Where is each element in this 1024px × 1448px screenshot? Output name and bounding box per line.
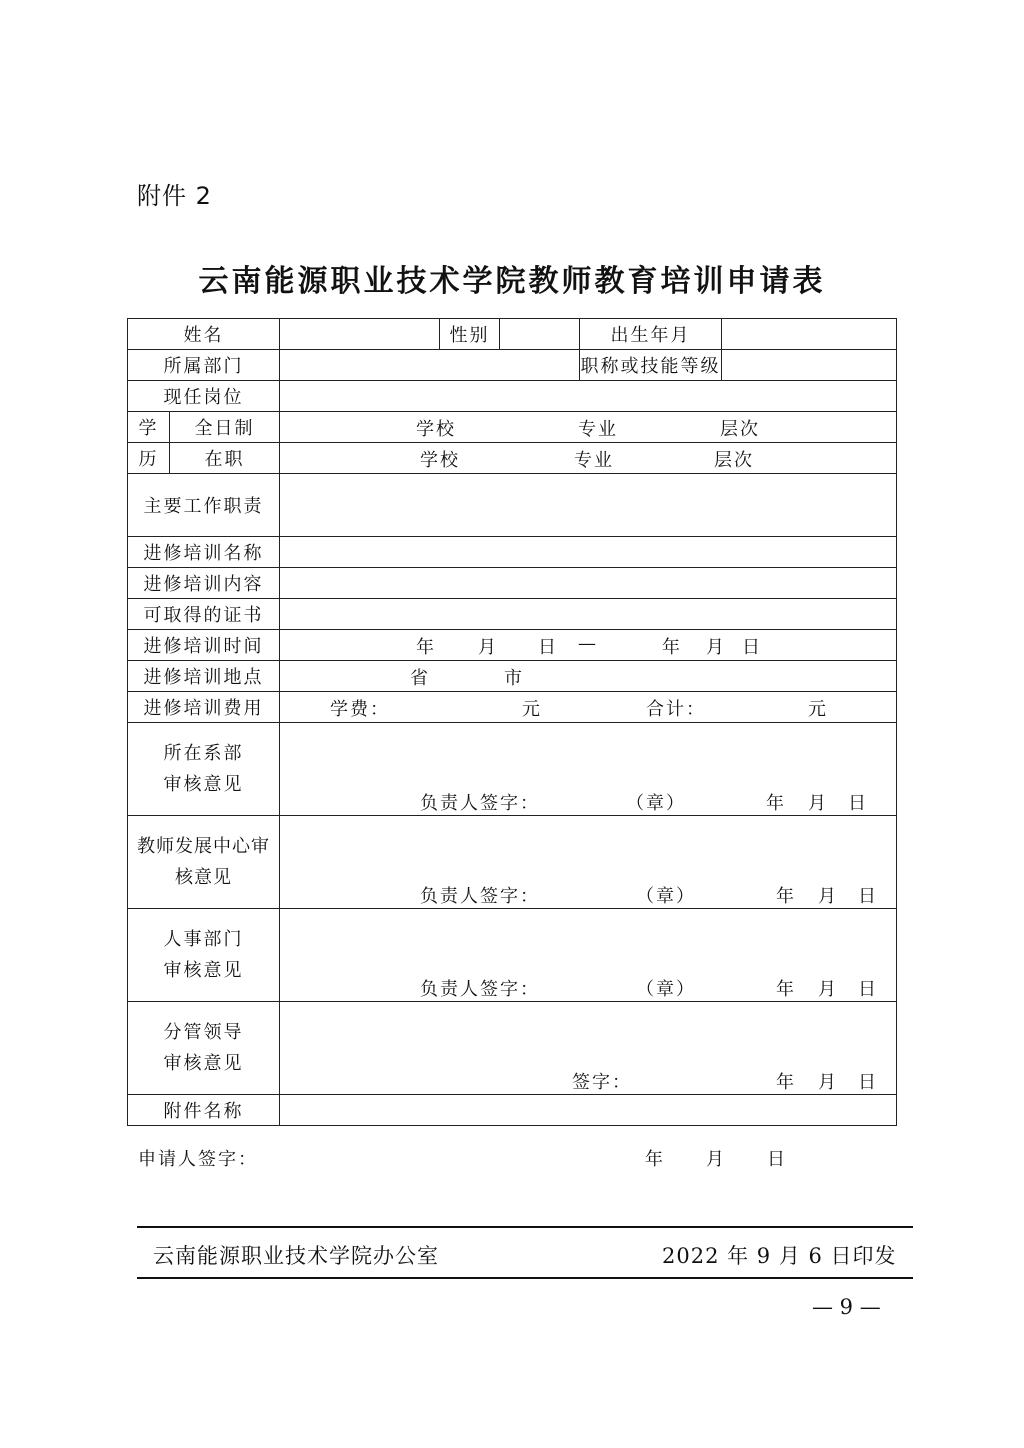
- training-place-field[interactable]: [280, 661, 897, 692]
- training-content-field[interactable]: [280, 568, 897, 599]
- time-start-month: 月: [478, 637, 498, 658]
- training-place-label: 进修培训地点: [128, 661, 280, 692]
- time-end-year: 年: [662, 637, 682, 658]
- dept-review-label-line1: 所在系部: [163, 743, 244, 764]
- dept-review-year: 年: [766, 793, 786, 814]
- row-training-time: [128, 630, 897, 661]
- inservice-level-label: 层次: [714, 450, 754, 471]
- applicant-sign-label: 申请人签字：: [138, 1149, 258, 1170]
- title-level-label: 职称或技能等级: [580, 350, 722, 381]
- training-fee-label: 进修培训费用: [128, 692, 280, 723]
- training-content-label: 进修培训内容: [128, 568, 280, 599]
- fulltime-label: 全日制: [170, 412, 280, 443]
- hr-review-label: [128, 909, 280, 1002]
- place-city: 市: [504, 668, 524, 689]
- footer-organization: 云南能源职业技术学院办公室: [153, 1244, 439, 1268]
- fee-tuition-unit: 元: [522, 699, 542, 720]
- hr-review-seal: （章）: [636, 979, 696, 1000]
- row-training-name: [128, 537, 897, 568]
- hr-review-year: 年: [776, 979, 796, 1000]
- title-level-field[interactable]: [722, 350, 897, 381]
- center-review-label-line1: 教师发展中心审: [137, 836, 270, 857]
- name-label: 姓名: [128, 319, 280, 350]
- gender-field[interactable]: [500, 319, 580, 350]
- center-review-responsible-sign: 负责人签字：: [420, 886, 540, 907]
- leader-review-label-line1: 分管领导: [163, 1022, 244, 1043]
- row-training-place: [128, 661, 897, 692]
- row-training-fee: [128, 692, 897, 723]
- training-time-label: 进修培训时间: [128, 630, 280, 661]
- place-province: 省: [410, 668, 430, 689]
- row-fulltime: [128, 412, 897, 443]
- applicant-sign-month: 月: [706, 1149, 726, 1170]
- footer-bottom-rule: [137, 1277, 913, 1279]
- center-review-label-line2: 核意见: [175, 867, 232, 888]
- dept-review-label: [128, 723, 280, 816]
- training-fee-field[interactable]: [280, 692, 897, 723]
- birth-field[interactable]: [722, 319, 897, 350]
- hr-review-day: 日: [858, 979, 878, 1000]
- fulltime-major-label: 专业: [578, 419, 618, 440]
- row-position: [128, 381, 897, 412]
- center-review-month: 月: [818, 886, 838, 907]
- dept-review-month: 月: [808, 793, 828, 814]
- fee-tuition-label: 学费：: [330, 699, 390, 720]
- leader-review-day: 日: [858, 1072, 878, 1093]
- certificate-label: 可取得的证书: [128, 599, 280, 630]
- row-inservice: [128, 443, 897, 474]
- fulltime-level-label: 层次: [720, 419, 760, 440]
- row-leader-review: [128, 1002, 897, 1095]
- row-duties: [128, 474, 897, 537]
- dept-label: 所属部门: [128, 350, 280, 381]
- row-attachment-name: [128, 1095, 897, 1126]
- leader-review-month: 月: [818, 1072, 838, 1093]
- hr-review-responsible-sign: 负责人签字：: [420, 979, 540, 1000]
- row-dept-review: [128, 723, 897, 816]
- center-review-day: 日: [858, 886, 878, 907]
- training-name-label: 进修培训名称: [128, 537, 280, 568]
- time-start-day: 日: [538, 637, 558, 658]
- dept-review-responsible-sign: 负责人签字：: [420, 793, 540, 814]
- center-review-seal: （章）: [636, 886, 696, 907]
- hr-review-field[interactable]: [280, 909, 897, 1002]
- applicant-sign-day: 日: [767, 1149, 787, 1170]
- fee-total-unit: 元: [808, 699, 828, 720]
- duties-field[interactable]: [280, 474, 897, 537]
- form-title: 云南能源职业技术学院教师教育培训申请表: [198, 264, 826, 299]
- center-review-field[interactable]: [280, 816, 897, 909]
- birth-label: 出生年月: [580, 319, 722, 350]
- row-hr-review: [128, 909, 897, 1002]
- attachment-label: 附件 2: [137, 182, 212, 210]
- hr-review-month: 月: [818, 979, 838, 1000]
- row-certificate: [128, 599, 897, 630]
- inservice-school-label: 学校: [420, 450, 460, 471]
- hr-review-label-line2: 审核意见: [163, 960, 244, 981]
- application-form-table: [127, 318, 897, 1126]
- fee-total-label: 合计：: [646, 699, 706, 720]
- attachment-name-label: 附件名称: [128, 1095, 280, 1126]
- name-field[interactable]: [280, 319, 440, 350]
- training-time-field[interactable]: [280, 630, 897, 661]
- fulltime-school-label: 学校: [416, 419, 456, 440]
- row-training-content: [128, 568, 897, 599]
- footer-top-rule: [137, 1226, 913, 1228]
- education-label-1: 学: [128, 412, 170, 443]
- inservice-major-label: 专业: [574, 450, 614, 471]
- hr-review-label-line1: 人事部门: [163, 929, 244, 950]
- certificate-field[interactable]: [280, 599, 897, 630]
- inservice-field[interactable]: [280, 443, 897, 474]
- position-label: 现任岗位: [128, 381, 280, 412]
- leader-review-year: 年: [776, 1072, 796, 1093]
- dept-review-field[interactable]: [280, 723, 897, 816]
- fulltime-field[interactable]: [280, 412, 897, 443]
- applicant-sign-year: 年: [645, 1149, 665, 1170]
- dept-field[interactable]: [280, 350, 580, 381]
- dept-review-seal: （章）: [626, 793, 686, 814]
- page-number: — 9 —: [812, 1295, 881, 1319]
- inservice-label: 在职: [170, 443, 280, 474]
- time-end-day: 日: [742, 637, 762, 658]
- center-review-year: 年: [776, 886, 796, 907]
- leader-review-sign: 签字：: [572, 1072, 632, 1093]
- time-dash: —: [578, 633, 598, 654]
- education-label-2: 历: [128, 443, 170, 474]
- footer-date: 2022 年 9 月 6 日印发: [662, 1244, 897, 1268]
- leader-review-label: [128, 1002, 280, 1095]
- position-field[interactable]: [280, 381, 897, 412]
- row-name: [128, 319, 897, 350]
- row-center-review: [128, 816, 897, 909]
- time-start-year: 年: [416, 637, 436, 658]
- dept-review-day: 日: [848, 793, 868, 814]
- row-dept: [128, 350, 897, 381]
- duties-label: 主要工作职责: [128, 474, 280, 537]
- attachment-name-field[interactable]: [280, 1095, 897, 1126]
- leader-review-label-line2: 审核意见: [163, 1053, 244, 1074]
- time-end-month: 月: [706, 637, 726, 658]
- training-name-field[interactable]: [280, 537, 897, 568]
- gender-label: 性别: [440, 319, 500, 350]
- dept-review-label-line2: 审核意见: [163, 774, 244, 795]
- center-review-label: [128, 816, 280, 909]
- leader-review-field[interactable]: [280, 1002, 897, 1095]
